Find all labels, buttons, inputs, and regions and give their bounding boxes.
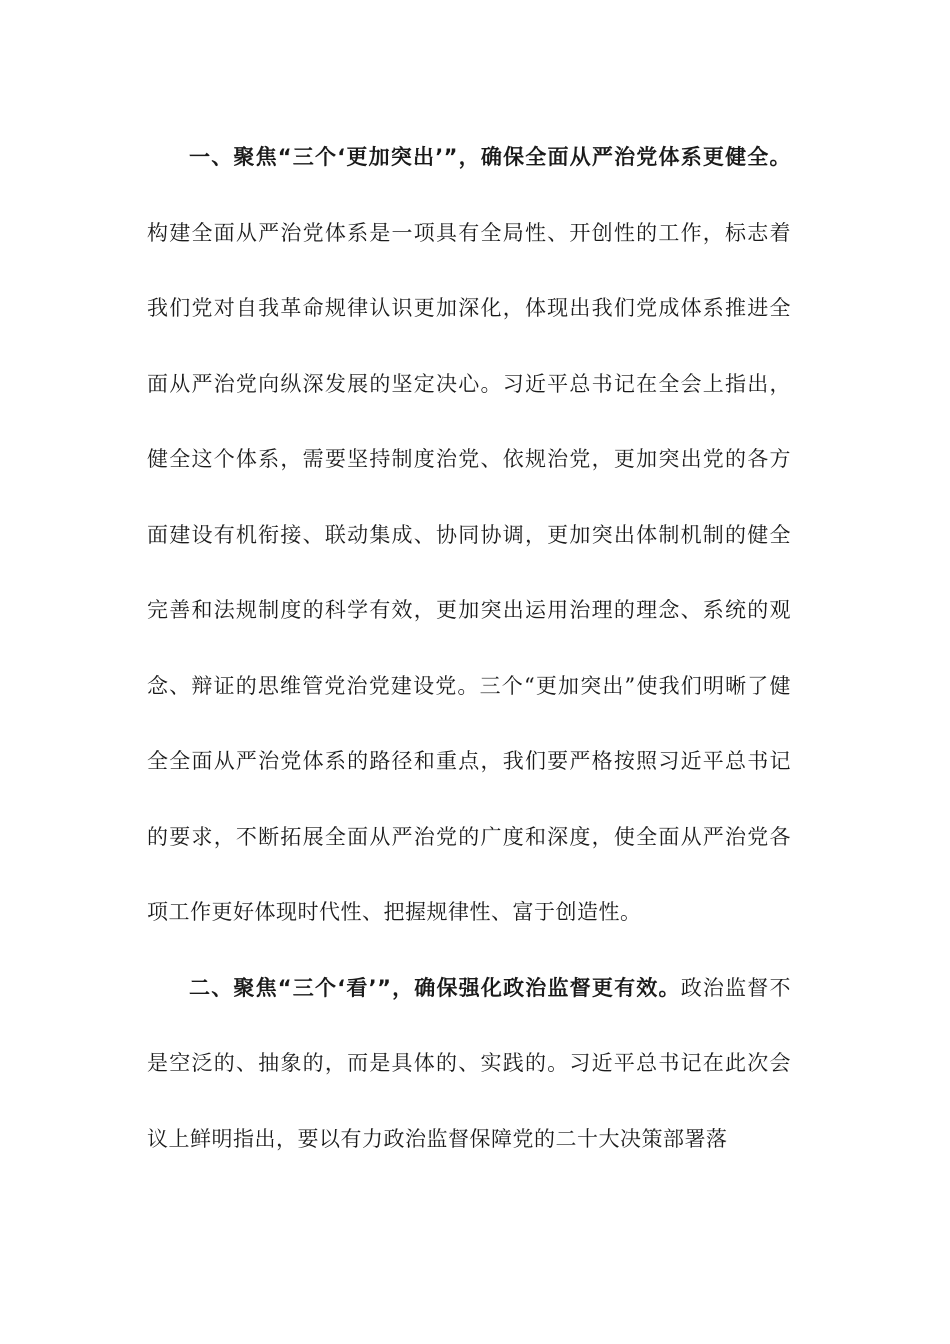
paragraph-1 (147, 120, 791, 951)
paragraph-2 (147, 951, 791, 1178)
paragraph-1-heading: 一、聚焦“三个‘更加突出’”，确保全面从严治党体系更健全。 (189, 145, 791, 169)
paragraph-2-heading: 二、聚焦“三个‘看’”，确保强化政治监督更有效。 (189, 975, 681, 1000)
paragraph-1-body: 构建全面从严治党体系是一项具有全局性、开创性的工作，标志着我们党对自我革命规律认识更加深化，体现出我们党成体系推进全面从严治党向纵深发展的坚定决心。习近平总书记在全会上指出，健全这个体系，需要坚持制度治党、依规治党，更加突出党的各方面建设有机衔接、联动集成、协同协调，更加突出体制机制的健全完善和法规制度的科学有效，更加突出运用治理的理念、系统的观念、辩证的思维管党治党建设党。三个“更加突出”使我们明晰了健全全面从严治党体系的路径和重点，我们要严格按照习近平总书记的要求，不断拓展全面从严治党的广度和深度，使全面从严治党各项工作更好体现时代性、把握规律性、富于创造性。 (147, 220, 791, 924)
document-body (147, 120, 791, 1177)
paragraph-2-body: 政治监督不是空泛的、抽象的，而是具体的、实践的。习近平总书记在此次会议上鲜明指出，要以有力政治监督保障党的二十大决策部署落 (147, 975, 792, 1151)
